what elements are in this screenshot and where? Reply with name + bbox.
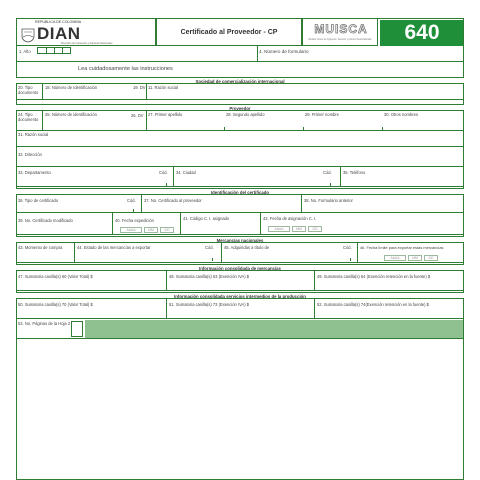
- dian-logo: DIAN: [37, 24, 81, 43]
- row-prov-razon: [16, 131, 464, 147]
- cert-tipo-label: 36. Tipo de certificado: [18, 198, 59, 203]
- divider: [260, 213, 261, 235]
- prov-tel-label: 35. Teléfono: [343, 170, 366, 175]
- row-cert-1: [16, 195, 464, 213]
- divider: [382, 127, 383, 130]
- divider: [42, 111, 43, 131]
- cert-ci-label: 41. Código C. I. asignado: [183, 216, 230, 221]
- divider: [146, 111, 147, 131]
- prov-ciudad-cod-label: Cód.: [323, 170, 332, 175]
- divider: [112, 213, 113, 235]
- muisca-logo: MUISCA: [314, 22, 368, 36]
- dian-subtitle: Dirección de Impuestos y Aduanas Nacionales: [61, 42, 113, 45]
- prov-razon-label: 31. Razón social: [18, 132, 49, 137]
- divider: [180, 213, 181, 235]
- divider: [314, 299, 315, 319]
- divider: [301, 195, 302, 213]
- year-input[interactable]: [37, 47, 71, 54]
- year-label: 1. Año: [19, 49, 31, 54]
- prov-depto-label: 33. Departamento: [18, 170, 51, 175]
- prov-apellido1-label: 27. Primer apellido: [148, 112, 183, 117]
- serv-f50-label: 50. Sumatoria casilla(s) 70 (Valor Total) $: [18, 302, 93, 307]
- cert-fecha-ci-label: 42. Fecha de asignación C. I.: [263, 216, 317, 221]
- divider: [166, 299, 167, 319]
- sci-dv-label: 19. DV: [133, 85, 146, 90]
- merc-fecha-mm[interactable]: MM: [408, 255, 422, 261]
- merc-fecha-dd[interactable]: DD: [424, 255, 438, 261]
- shaded-area: [85, 320, 463, 338]
- cert-fecha-exp-dd[interactable]: DD: [160, 227, 174, 233]
- prov-tipo-doc-label: 24. Tipo documento: [18, 112, 39, 122]
- cert-fecha-ci-mm[interactable]: MM: [292, 226, 306, 232]
- merc-fecha-aaaa[interactable]: AAAA: [384, 255, 406, 261]
- form-number: 640: [404, 21, 440, 44]
- divider: [257, 46, 258, 62]
- section-mercancias: Mercancías nacionales: [16, 236, 464, 243]
- divider: [340, 167, 341, 187]
- merc-fecha-limite-label: 46. Fecha límite para exportar estas mercancías: [360, 245, 444, 250]
- divider: [221, 243, 222, 263]
- merc-estado-cod-label: Cód.: [205, 245, 214, 250]
- form-number-field-label: 4. Número de formulario: [259, 49, 309, 54]
- prov-nit-label: 25. Número de identificación: [45, 112, 97, 117]
- cert-modif-label: 39. No. Certificado modificado: [18, 218, 73, 223]
- cert-fecha-ci-dd[interactable]: DD: [308, 226, 322, 232]
- prov-depto-cod-label: Cód.: [159, 170, 168, 175]
- merc-momento-label: 43. Momento de compra: [18, 245, 63, 250]
- section-info-merc: Información consolidada de mercancías: [16, 264, 464, 271]
- pages-input[interactable]: [71, 321, 83, 337]
- form-title: Certificado al Proveedor - CP: [180, 29, 278, 36]
- row-prov-dir: [16, 147, 464, 167]
- section-proveedor: Proveedor: [16, 104, 464, 111]
- consol-f47-label: 47. Sumatoria casilla(s) 60 (Valor Total) $: [18, 274, 93, 279]
- cert-fecha-exp-mm[interactable]: MM: [144, 227, 158, 233]
- row-cert-2: [16, 213, 464, 235]
- muisca-subtitle: Modelo Único de Ingresos, Servicio y Control Automatizado: [308, 38, 372, 41]
- prov-nombre1-label: 29. Primer nombre: [305, 112, 339, 117]
- divider: [224, 127, 225, 130]
- divider: [173, 167, 174, 187]
- divider: [314, 271, 315, 291]
- section-info-serv: Información consolidada servicios intermedios de la producción: [16, 292, 464, 299]
- row-year: [16, 46, 464, 62]
- divider: [141, 195, 142, 213]
- cert-tipo-cod-label: Cód.: [127, 198, 136, 203]
- cert-fecha-exp-label: 40. Fecha expedición: [115, 218, 154, 223]
- cert-fecha-ci-aaaa[interactable]: AAAA: [268, 226, 290, 232]
- cert-no-label: 37. No. Certificado al proveedor: [144, 198, 202, 203]
- instructions: Lea cuidadosamente las instrucciones: [78, 66, 173, 72]
- sci-razon-label: 11. Razón social: [148, 85, 178, 90]
- prov-dv-label: 26. DV: [131, 113, 144, 118]
- prov-ciudad-label: 34. Ciudad: [176, 170, 196, 175]
- merc-estado-label: 44. Estado de las mercancías a exportar: [77, 245, 151, 250]
- divider: [212, 258, 213, 261]
- sci-nit-label: 18. Número de Identificación: [45, 85, 98, 90]
- republic-label: REPÚBLICA DE COLOMBIA: [35, 20, 82, 24]
- consol-f49-label: 49. Sumatoria casilla(s) 64 (Exención retención en la fuente) $: [317, 274, 431, 279]
- divider: [166, 271, 167, 291]
- divider: [350, 258, 351, 261]
- merc-titulo-label: 45. Adquiridas a título de: [224, 245, 270, 250]
- cert-form-ant-label: 38. No. Formulario anterior: [304, 198, 353, 203]
- prov-otros-label: 30. Otros nombres: [384, 112, 418, 117]
- consol-f48-label: 48. Sumatoria casilla(s) 63 (Exención IVA) $: [169, 274, 250, 279]
- divider: [166, 183, 167, 186]
- cert-fecha-exp-aaaa[interactable]: AAAA: [120, 227, 142, 233]
- serv-f51-label: 51. Sumatoria casilla(s) 73 (Exención IVA) $: [169, 302, 250, 307]
- divider: [330, 183, 331, 186]
- serv-f52-label: 52. Sumatoria casilla(s) 74(Exención retención en la fuente) $: [317, 302, 429, 307]
- section-sci: Sociedad de comercialización internacional: [16, 77, 464, 84]
- sci-tipo-doc-label: 20. Tipo documento: [18, 85, 39, 95]
- divider: [42, 84, 43, 100]
- divider: [357, 243, 358, 263]
- divider: [74, 243, 75, 263]
- divider: [133, 209, 134, 212]
- prov-apellido2-label: 28. Segundo apellido: [226, 112, 265, 117]
- divider: [303, 127, 304, 130]
- row-prov-ciudad: [16, 167, 464, 187]
- pages-label: 53. No. Páginas de la Hoja 2: [18, 321, 71, 326]
- prov-dir-label: 32. Dirección: [18, 152, 42, 157]
- divider: [146, 84, 147, 100]
- merc-titulo-cod-label: Cód.: [343, 245, 352, 250]
- section-ident-cert: Identificación del certificado: [16, 188, 464, 195]
